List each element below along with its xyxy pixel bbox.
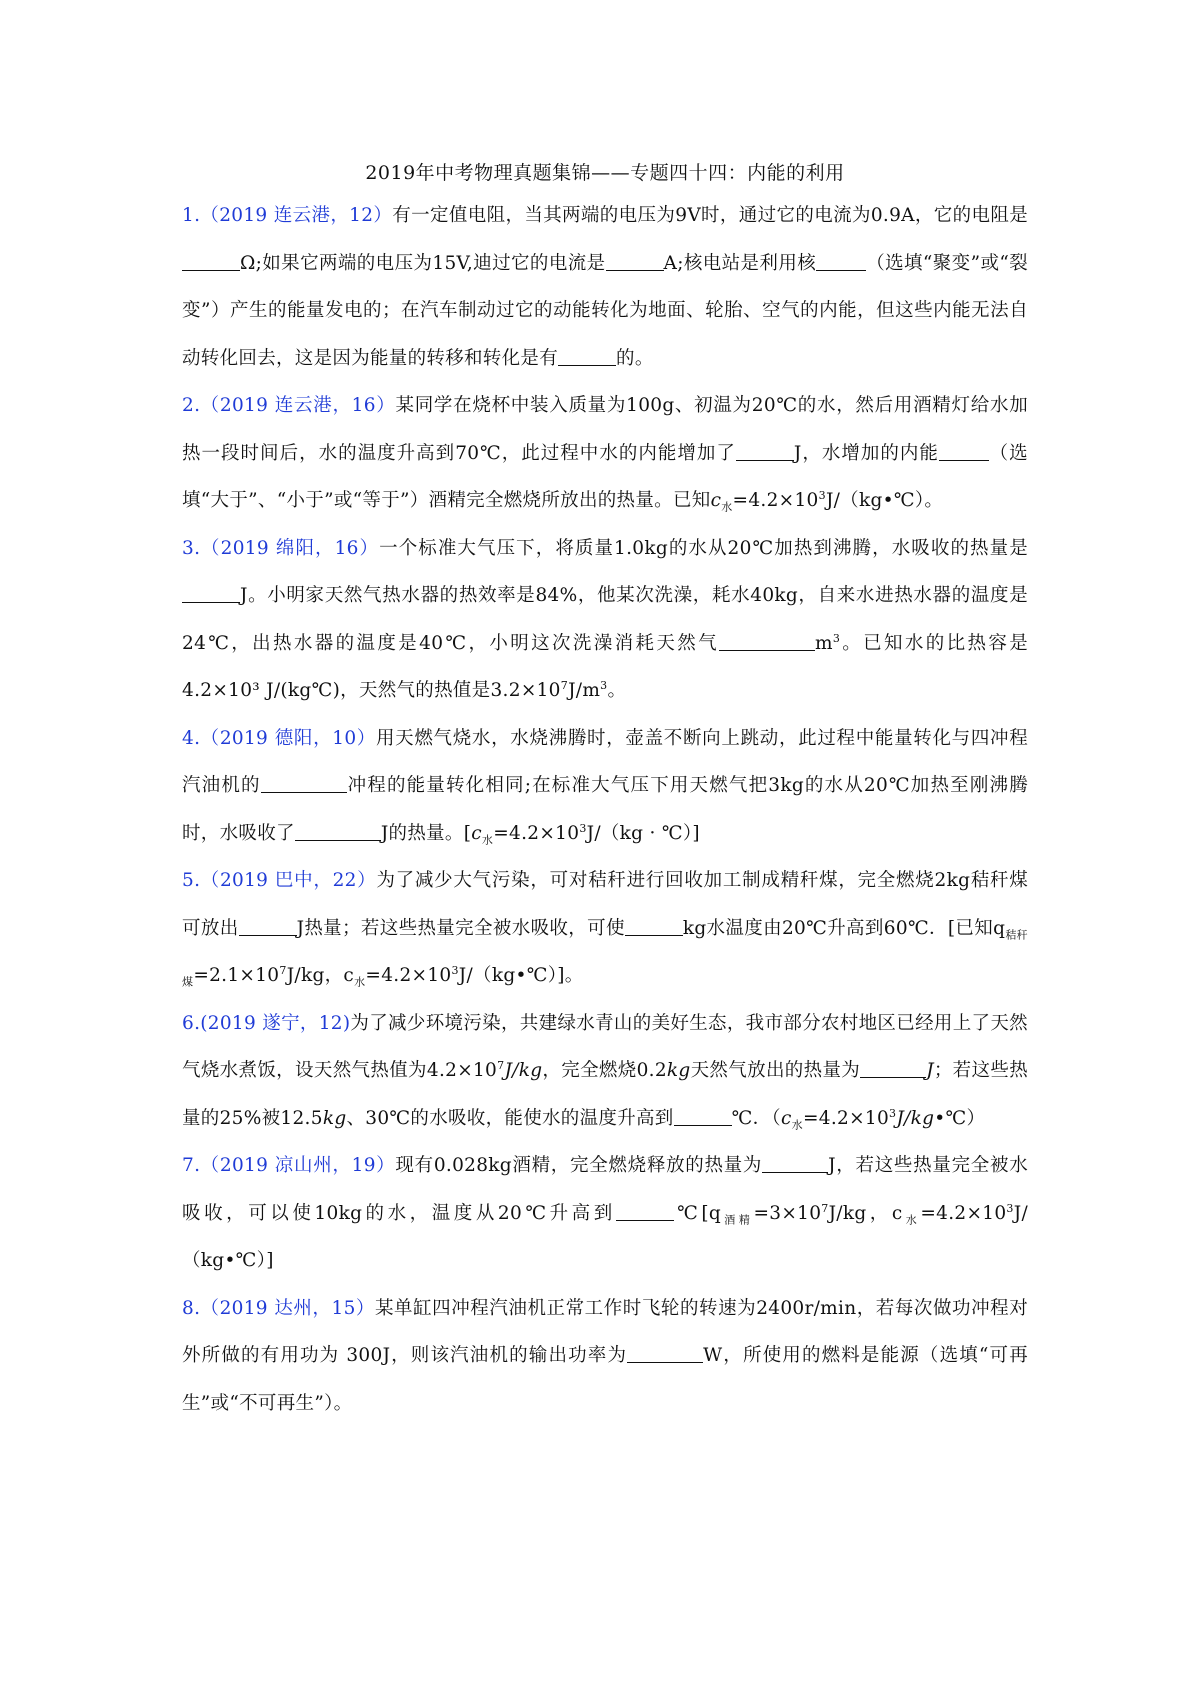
answer-blank[interactable] bbox=[239, 917, 297, 936]
answer-blank[interactable] bbox=[606, 252, 664, 271]
answer-blank[interactable] bbox=[674, 1107, 732, 1126]
question-6: 6.(2019 遂宁，12)为了减少环境污染，共建绿水青山的美好生态，我市部分农村地区已经用上了天然气烧水煮饭，设天然气热值为$4.2\times 10^7J/kg$，完全燃烧0.2kg天然气放出的热量为 J；若这些热量的25%被12.5kg、30℃的水吸收，能使水的温度升高到 ℃．$(c_水=4.2\times 10^3J/kg•℃)$ bbox=[182, 1012, 1028, 1132]
answer-blank[interactable] bbox=[627, 1344, 703, 1363]
question-number: 4. bbox=[182, 727, 201, 749]
question-source: （2019 达州，15） bbox=[200, 1297, 375, 1319]
question-number: 8. bbox=[182, 1297, 201, 1319]
answer-blank[interactable] bbox=[762, 1154, 828, 1173]
document-title: 2019年中考物理真题集锦——专题四十四：内能的利用 bbox=[365, 162, 845, 184]
answer-blank[interactable] bbox=[860, 1059, 926, 1078]
question-1: 1.（2019 连云港，12）有一定值电阻，当其两端的电压为9V时，通过它的电流为0.9A，它的电阻是Ω;如果它两端的电压为15V,迪过它的电流是 A;核电站是利用核 （选填“聚变”或“裂变”）产生的能量发电的；在汽车制动过它的动能转化为地面、轮胎、空气的内能，但这些内能无法自动转化回去，这是因为能量的转移和转化是有 的。 bbox=[182, 205, 1029, 369]
answer-blank[interactable] bbox=[939, 442, 989, 461]
question-number: 7. bbox=[182, 1155, 201, 1176]
question-source: （2019 连云港，12） bbox=[200, 205, 393, 226]
question-5: 5.（2019 巴中，22）为了减少大气污染，可对秸秆进行回收加工制成精秆煤，完全燃烧2kg秸秆煤可放出 J热量；若这些热量完全被水吸收，可使 kg水温度由20℃升高到60℃．[已知$q_{秸秆煤}=2.1\times 10^7J/kg$，$c_水=4.2\times 10^3J/(kg•℃)$]。 bbox=[182, 870, 1029, 989]
answer-blank[interactable] bbox=[558, 347, 616, 366]
question-number: 6. bbox=[182, 1012, 201, 1034]
question-7: 7.（2019 凉山州，19）现有0.028kg酒精，完全燃烧释放的热量为 J，若这些热量完全被水吸收，可以使10kg的水，温度从20℃升高到 $℃[q_{酒精}=3\times 10^7J/kg$，$c_水=4.2\times 10^3J/(kg•℃)$] bbox=[182, 1155, 1029, 1271]
question-4: 4.（2019 德阳，10）用天燃气烧水，水烧沸腾时，壶盖不断向上跳动，此过程中能量转化与四冲程汽油机的 冲程的能量转化相同;在标准大气压下用天燃气把3kg的水从20℃加热至刚沸腾时，水吸收了 J的热量。[$c_水=4.2\times 10^3J/(kg$ · ℃）] bbox=[182, 727, 1029, 847]
answer-blank[interactable] bbox=[182, 252, 240, 271]
answer-blank[interactable] bbox=[182, 584, 240, 603]
question-number: 1. bbox=[182, 205, 201, 226]
question-number: 5. bbox=[182, 870, 201, 891]
answer-blank[interactable] bbox=[719, 632, 815, 651]
question-number: 3. bbox=[182, 537, 201, 559]
answer-blank[interactable] bbox=[816, 252, 866, 271]
question-source: （2019 连云港，16） bbox=[200, 395, 396, 416]
answer-blank[interactable] bbox=[625, 917, 683, 936]
question-source: （2019 德阳，10） bbox=[200, 727, 376, 749]
answer-blank[interactable] bbox=[261, 774, 347, 793]
answer-blank[interactable] bbox=[295, 822, 381, 841]
document-page bbox=[182, 158, 1028, 1427]
question-source: （2019 巴中，22） bbox=[200, 870, 377, 891]
question-8: 8.（2019 达州，15）某单缸四冲程汽油机正常工作时飞轮的转速为2400r/min，若每次做功冲程对外所做的有用功为 300J，则该汽油机的输出功率为 W，所使用的燃料是能源（选填“可再生”或“不可再生”）。 bbox=[182, 1297, 1028, 1414]
question-source: （2019 绵阳，16） bbox=[200, 537, 380, 559]
answer-blank[interactable] bbox=[616, 1202, 674, 1221]
question-source: （2019 凉山州，19） bbox=[200, 1155, 396, 1176]
question-2: 2.（2019 连云港，16）某同学在烧杯中装入质量为100g、初温为20℃的水，然后用酒精灯给水加热一段时间后，水的温度升高到70℃，此过程中水的内能增加了 J，水增加的内能 （选填“大于”、“小于”或“等于”）酒精完全燃烧所放出的热量。已知$c_水=4.2\times 10^3J/(kg•℃)$。 bbox=[182, 395, 1028, 514]
question-source: (2019 遂宁，12) bbox=[200, 1012, 351, 1034]
answer-blank[interactable] bbox=[736, 442, 794, 461]
question-number: 2. bbox=[182, 395, 201, 416]
question-3: 3.（2019 绵阳，16）一个标准大气压下，将质量1.0kg的水从20℃加热到沸腾，水吸收的热量是J。小明家天然气热水器的热效率是84%，他某次洗澡，耗水40kg，自来水进热水器的温度是24℃，出热水器的温度是40℃，小明这次洗澡消耗天然气 $m^3$。已知水的比热容是4.2×10³ J/(kg℃)，天然气的热值是$3.2\times 10^7J/m^3$。 bbox=[182, 537, 1029, 701]
